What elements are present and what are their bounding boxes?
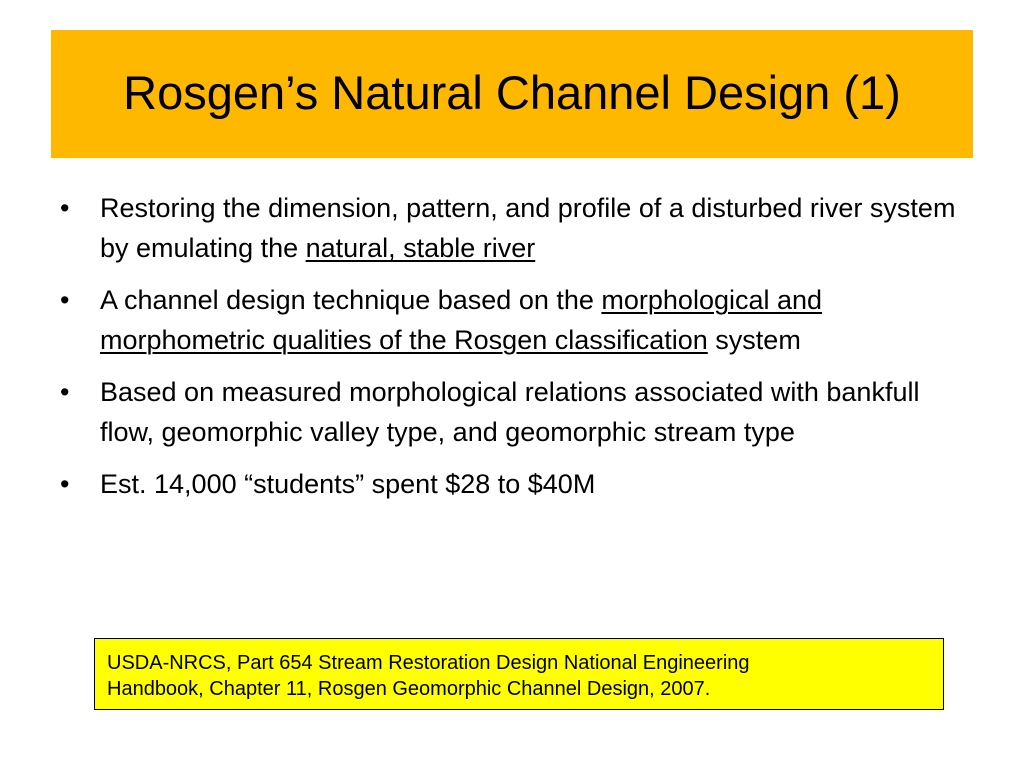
bullet-text-segment: Restoring the dimension, pattern, and profile of a disturbed river system by emulating the (100, 193, 956, 263)
source-citation-box (94, 638, 944, 710)
bullet-item (60, 372, 960, 452)
bullet-text (100, 469, 595, 499)
bullet-item (60, 188, 960, 268)
bullet-icon: • (60, 193, 70, 223)
underlined-phrase: natural, stable river (305, 233, 536, 263)
bullet-icon: • (60, 469, 70, 499)
underlined-phrase: morphological and morphometric qualities of the Rosgen classification (100, 285, 823, 355)
bullet-text-segment: Based on measured morphological relations associated with bankfull flow, geomorphic valley type, and geomorphic stream type (100, 377, 920, 447)
source-citation-line: Handbook, Chapter 11, Rosgen Geomorphic Channel Design, 2007. (107, 678, 711, 700)
bullet-text (100, 193, 955, 263)
source-citation-line: USDA-NRCS, Part 654 Stream Restoration Design National Engineering (107, 652, 750, 674)
title-band (51, 30, 973, 158)
bullet-text-segment: Est. 14,000 “students” spent $28 to $40M (100, 469, 596, 499)
bullet-item (60, 280, 960, 360)
bullet-text-segment: A channel design technique based on the (100, 285, 602, 315)
bullet-icon: • (60, 285, 70, 315)
bullet-text-segment: system (707, 325, 801, 355)
bullet-item (60, 464, 960, 504)
slide-title: Rosgen’s Natural Channel Design (1) (123, 65, 901, 119)
bullet-list (60, 188, 960, 516)
bullet-text (100, 285, 822, 355)
bullet-text (100, 377, 919, 447)
bullet-icon: • (60, 377, 70, 407)
